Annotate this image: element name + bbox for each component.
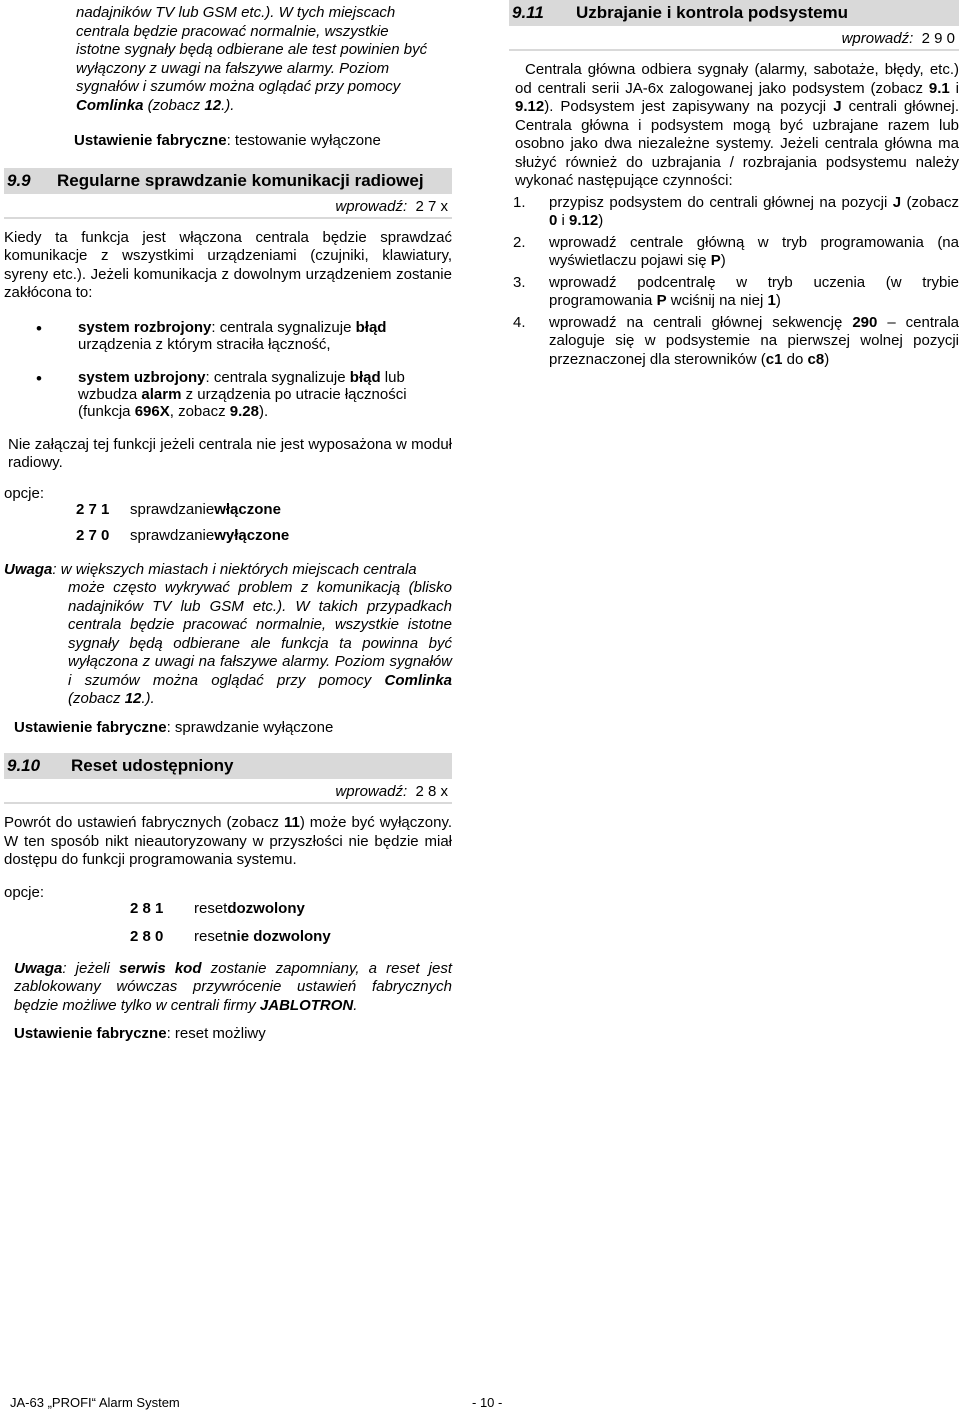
options-label: opcje: bbox=[4, 484, 45, 502]
option-row: 2 8 1 reset dozwolony bbox=[130, 899, 305, 917]
enter-code: 2 7 x bbox=[415, 197, 448, 215]
section-title: Uzbrajanie i kontrola podsystemu bbox=[576, 3, 849, 22]
options-label: opcje: bbox=[4, 883, 45, 901]
factory-setting-intro: Ustawienie fabryczne: testowanie wyłączone bbox=[74, 132, 381, 149]
option-row: 2 7 0 sprawdzanie wyłączone bbox=[76, 526, 290, 544]
list-item: 3. wprowadź podcentralę w tryb uczenia (w trybie programowania P wciśnij na niej 1) bbox=[513, 273, 959, 309]
intro-continuation bbox=[4, 0, 452, 115]
option-row: 2 7 1 sprawdzanie włączone bbox=[76, 500, 281, 518]
section-9-11 bbox=[509, 0, 959, 369]
page-number: - 10 - bbox=[472, 1395, 503, 1410]
right-column bbox=[509, 0, 959, 372]
section-title: Regularne sprawdzanie komunikacji radiowej bbox=[57, 170, 424, 190]
intro-line: istotne sygnały będą odbierane ale test powinien być bbox=[76, 41, 428, 58]
note-text: Nie załączaj tej funkcji jeżeli centrala nie jest wyposażona w moduł radiowy. bbox=[8, 435, 452, 471]
section-9-10 bbox=[4, 753, 452, 1044]
warning-label: Uwaga bbox=[4, 560, 53, 578]
intro-line: nadajników TV lub GSM etc.). W tych miejscach bbox=[76, 4, 396, 21]
section-body: Centrala główna odbiera sygnały (alarmy, sabotaże, błędy, etc.) od centrali serii JA-6x zalogowanej jako podsystem (zobacz 9.1 i 9.12). Podsystem jest zapisywany na pozycji J centrali głównej. Centrala główna i podsystem mogą być uzbrajane razem lub osobno jako dwa niezależne systemy. Jeżeli centrala główna ma służyć również do uzbrajania / rozbrajania podsystemu należy wykonać następujące czynności: bbox=[515, 61, 959, 189]
bullet-list bbox=[4, 319, 452, 420]
warning-block: Uwaga: w większych miastach i niektórych miejscach centrala może często wykrywać problem z komunikacją (blisko nadajników TV lub GSM etc.). W takich przypadkach centrala będzie pracować normalnie, wszystkie istotne sygnały będą odbierane ale funkcja ta powinna być wyłączona z uwagi na fałszywe alarmy. Poziom sygnałów i szumów można oglądać przy pomocy Comlinka (zobacz 12.). bbox=[4, 560, 452, 707]
intro-line: centrala będzie pracować normalnie, wszystkie bbox=[76, 22, 389, 40]
section-body: Powrót do ustawień fabrycznych (zobacz 11) może być wyłączony. W ten sposób nikt nieautoryzowany w przyszłości nie będzie miał dostępu do funkcji programowania systemu. bbox=[4, 814, 452, 868]
section-number: 9.9 bbox=[7, 170, 31, 190]
intro-line: sygnałów i szumów można oglądać przy pomocy bbox=[76, 78, 401, 95]
section-title: Reset udostępniony bbox=[71, 756, 234, 775]
warning-label: Uwaga bbox=[14, 959, 63, 977]
warning-block: Uwaga: jeżeli serwis kod zostanie zapomniany, a reset jest zablokowany wówczas przywrócenie ustawień fabrycznych będzie możliwe tylko w centrali firmy JABLOTRON. bbox=[14, 959, 452, 1014]
enter-code-row: wprowadź: 2 9 0 bbox=[509, 29, 959, 51]
section-header bbox=[4, 753, 452, 779]
left-column bbox=[4, 0, 452, 1044]
enter-code: 2 9 0 bbox=[921, 30, 955, 47]
steps-list bbox=[509, 194, 959, 370]
list-item: 4. wprowadź na centrali głównej sekwencję 290 – centrala zaloguje się w podsystemie na pierwszej wolnej pozycji przeznaczonej dla sterowników (c1 do c8) bbox=[513, 313, 960, 368]
enter-code-row: wprowadź: 2 7 x bbox=[4, 197, 452, 219]
section-9-9 bbox=[4, 168, 452, 738]
list-item: • system uzbrojony: centrala sygnalizuje błąd lub wzbudza alarm z urządzenia po utracie łączności (funkcja 696X, zobacz 9.28). bbox=[4, 369, 452, 420]
list-item: 2. wprowadź centrale główną w tryb programowania (na wyświetlaczu pojawi się P) bbox=[513, 233, 959, 269]
list-item: 1. przypisz podsystem do centrali głównej na pozycji J (zobacz 0 i 9.12) bbox=[513, 193, 959, 229]
factory-setting: Ustawienie fabryczne: reset możliwy bbox=[14, 1025, 266, 1042]
section-header bbox=[509, 0, 959, 26]
enter-code: 2 8 x bbox=[415, 783, 448, 800]
enter-code-row: wprowadź: 2 8 x bbox=[4, 782, 452, 804]
options-block bbox=[4, 485, 452, 553]
intro-line-last: Comlinka (zobacz 12.). bbox=[76, 96, 235, 114]
section-number: 9.10 bbox=[7, 756, 41, 775]
list-item: • system rozbrojony: centrala sygnalizuje błąd urządzenia z którym straciła łączność, bbox=[4, 319, 452, 353]
intro-line: wyłączony z uwagi na fałszywe alarmy. Poziom bbox=[76, 59, 390, 77]
section-header bbox=[4, 168, 452, 194]
option-row: 2 8 0 reset nie dozwolony bbox=[130, 927, 331, 945]
factory-setting: Ustawienie fabryczne: sprawdzanie wyłączone bbox=[14, 718, 334, 736]
options-block bbox=[4, 884, 452, 954]
footer-title: JA-63 „PROFI“ Alarm System bbox=[10, 1395, 180, 1410]
section-number: 9.11 bbox=[512, 3, 544, 22]
section-body: Kiedy ta funkcja jest włączona centrala będzie sprawdzać komunikacje z wszystkimi urządzeniami (czujniki, klawiatury, syreny etc.). Jeżeli komunikacja z dowolnym urządzeniem zostanie zakłócona to: bbox=[4, 228, 452, 301]
